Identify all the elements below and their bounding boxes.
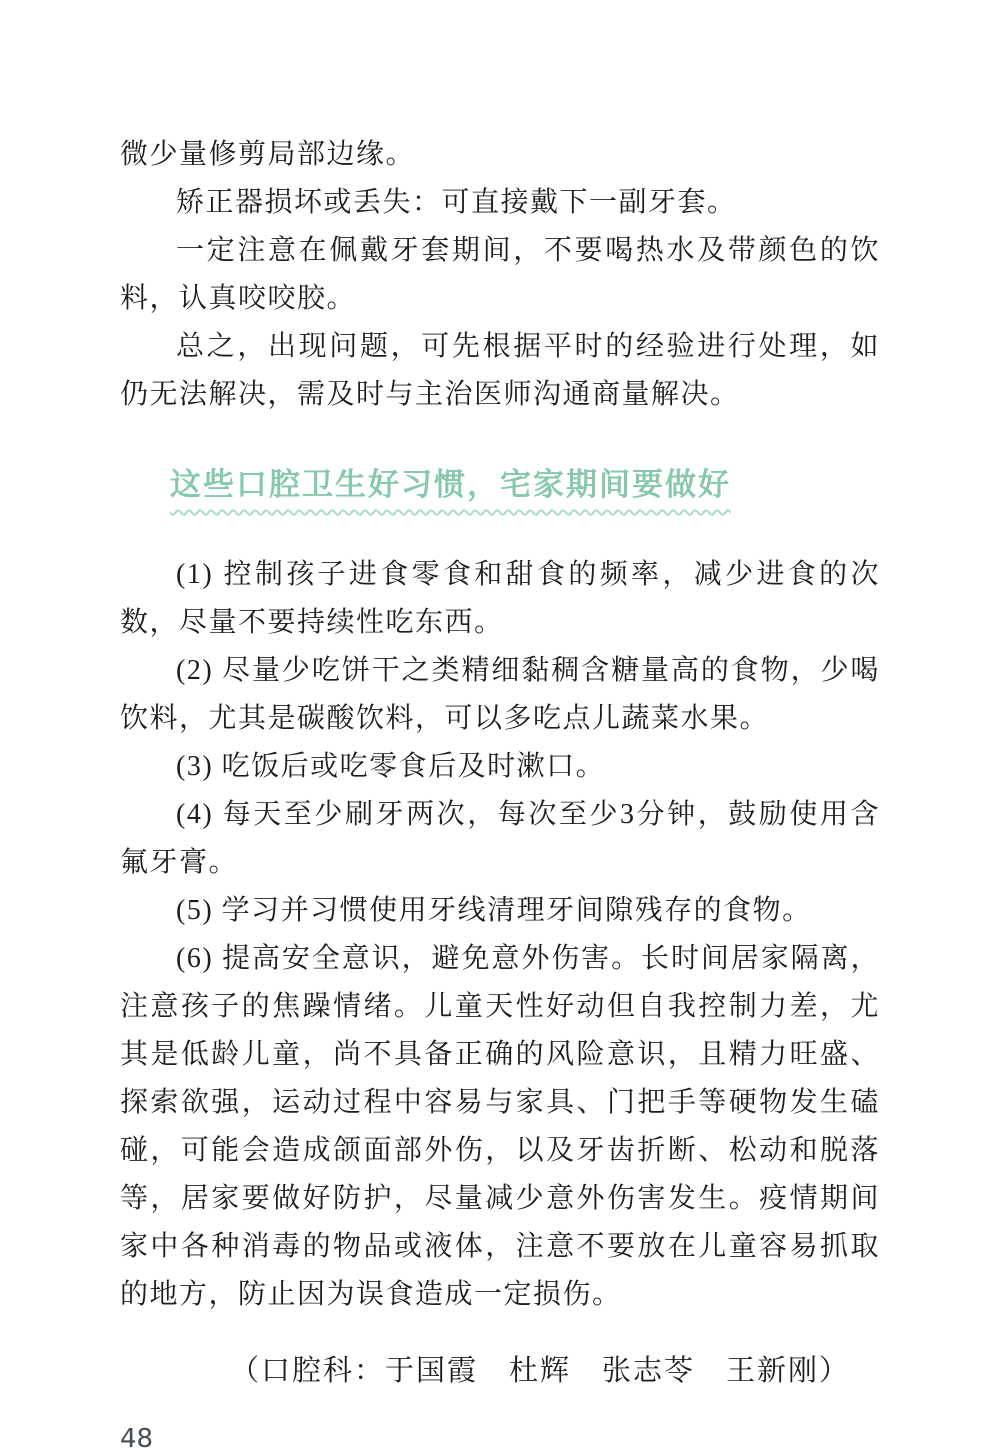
body-paragraph: (5) 学习并习惯使用牙线清理牙间隙残存的食物。 (176, 895, 812, 926)
body-paragraph: 微少量修剪局部边缘。 (120, 139, 416, 170)
body-paragraph: 一定注意在佩戴牙套期间，不要喝热水及带颜色的饮料，认真咬咬胶。 (120, 235, 880, 314)
section-heading (170, 465, 880, 505)
body-paragraph: 总之，出现问题，可先根据平时的经验进行处理，如仍无法解决，需及时与主治医师沟通商量解决。 (120, 331, 880, 410)
body-paragraph: (1) 控制孩子进食零食和甜食的频率，减少进食的次数，尽量不要持续性吃东西。 (120, 559, 880, 638)
body-paragraph: (4) 每天至少刷牙两次，每次至少3分钟，鼓励使用含氟牙膏。 (120, 799, 880, 878)
credits-line: （口腔科：于国霞 杜辉 张志苓 王新刚） (229, 1355, 850, 1387)
page-number: 48 (120, 1424, 154, 1454)
section-heading-text: 这些口腔卫生好习惯，宅家期间要做好 (170, 467, 731, 503)
body-paragraph: (3) 吃饭后或吃零食后及时漱口。 (176, 751, 606, 782)
body-paragraph: 矫正器损坏或丢失：可直接戴下一副牙套。 (176, 187, 737, 218)
body-paragraph: (2) 尽量少吃饼干之类精细黏稠含糖量高的食物，少喝饮料，尤其是碳酸饮料，可以多吃点儿蔬菜水果。 (120, 655, 880, 734)
body-paragraph: (6) 提高安全意识，避免意外伤害。长时间居家隔离，注意孩子的焦躁情绪。儿童天性好动但自我控制力差，尤其是低龄儿童，尚不具备正确的风险意识，且精力旺盛、探索欲强，运动过程中容易与家具、门把手等硬物发生磕碰，可能会造成颌面部外伤，以及牙齿折断、松动和脱落等，居家要做好防护，尽量减少意外伤害发生。疫情期间家中各种消毒的物品或液体，注意不要放在儿童容易抓取的地方，防止因为误食造成一定损伤。 (120, 943, 880, 1310)
